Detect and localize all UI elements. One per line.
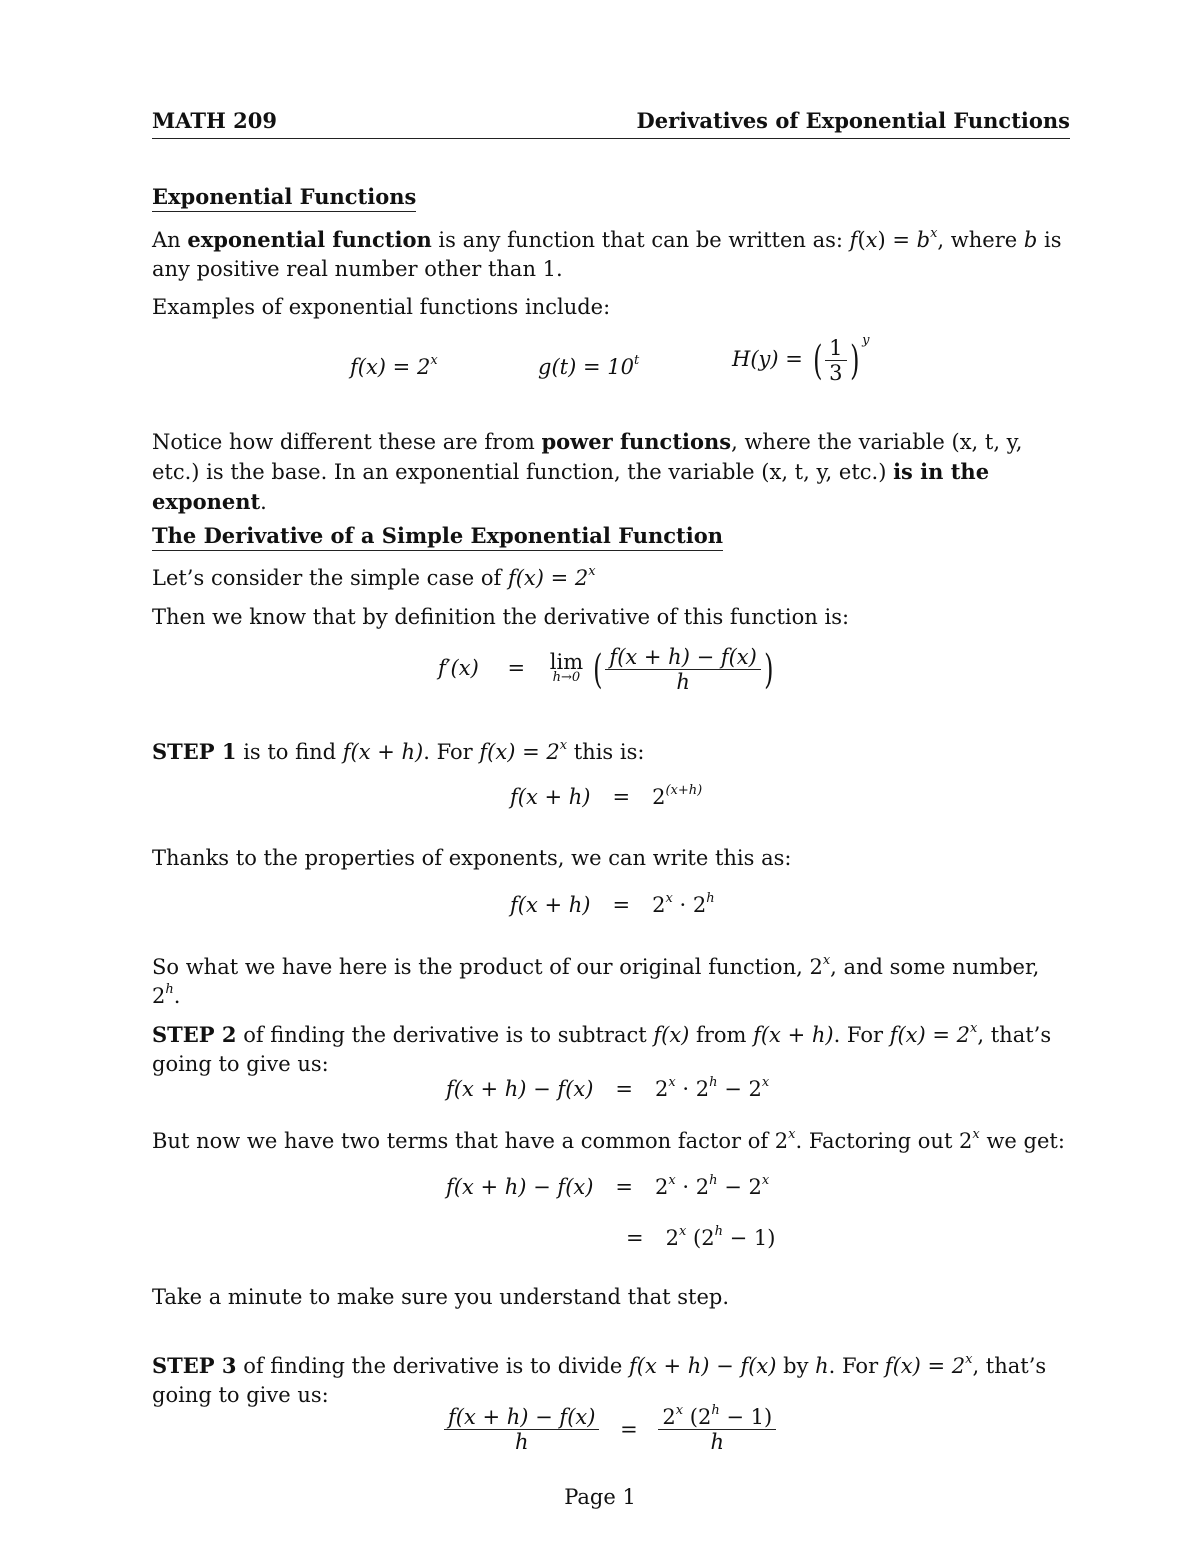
consider-line: Let’s consider the simple case of $f(x) = 2^x$ xyxy=(152,564,596,590)
step1-equation: $f(x + h) = 2^{(x+h)}$ xyxy=(510,783,703,809)
then-line: Then we know that by definition the derivative of this function is: xyxy=(152,605,850,629)
section-title-exponential: Exponential Functions xyxy=(152,184,416,209)
sowhat-line: So what we have here is the product of our original function, 2$^x$, and some number, 2$^h$. xyxy=(152,953,1040,1008)
derivative-definition: f′(x) = lim h→0 ( $\frac{f(x + h) - f(x)}{h}$ ) xyxy=(438,645,774,694)
example-h: H(y) = ( $\frac{1}{3}$ ) $^y$ xyxy=(732,333,870,385)
definition-paragraph: An exponential function is any function that can be written as: $f(x) = b^x$, where b is any positive real number other than 1. xyxy=(152,226,1062,281)
course-code: MATH 209 xyxy=(152,108,278,133)
step2-paragraph: STEP 2 of finding the derivative is to subtract f(x) from f(x + h). For $f(x) = 2^x$, that’s going to give us: xyxy=(152,1021,1052,1076)
page-header xyxy=(152,108,1070,139)
factoring-equation-line1: $f(x + h) - f(x) = 2^x \cdot 2^h - 2^x$ xyxy=(446,1173,770,1199)
step1-paragraph: STEP 1 is to find f(x + h). For $f(x) = 2^x$ this is: xyxy=(152,738,645,764)
step2-equation: $f(x + h) - f(x) = 2^x \cdot 2^h - 2^x$ xyxy=(446,1075,770,1101)
take-minute-line: Take a minute to make sure you understand that step. xyxy=(152,1285,730,1309)
common-factor-line: But now we have two terms that have a common factor of 2$^x$. Factoring out 2$^x$ we get: xyxy=(152,1127,1065,1153)
page-topic: Derivatives of Exponential Functions xyxy=(636,108,1070,133)
example-g: $g(t) = 10^t$ xyxy=(538,353,640,379)
thanks-line: Thanks to the properties of exponents, we can write this as: xyxy=(152,846,792,870)
step3-paragraph: STEP 3 of finding the derivative is to divide f(x + h) − f(x) by h. For $f(x) = 2^x$, that’s going to give us: xyxy=(152,1352,1047,1407)
section-title-derivative: The Derivative of a Simple Exponential Function xyxy=(152,523,723,548)
examples-intro: Examples of exponential functions include: xyxy=(152,295,611,319)
example-f: $f(x) = 2^x$ xyxy=(350,353,438,379)
exponent-property-equation: $f(x + h) = 2^x \cdot 2^h$ xyxy=(510,891,715,917)
notice-paragraph: Notice how different these are from power functions, where the variable (x, t, y, etc.) is the base. In an exponential function, the variable (x, t, y, etc.) is in the exponent. xyxy=(152,429,1023,514)
step3-equation: $\frac{f(x + h) - f(x)}{h}$ = $\frac{2^x (2^h - 1)}{h}$ xyxy=(444,1405,776,1454)
page-number: Page 1 xyxy=(564,1485,636,1509)
factoring-equation-line2: = $2^x$ $(2^h - 1)$ xyxy=(626,1224,776,1250)
